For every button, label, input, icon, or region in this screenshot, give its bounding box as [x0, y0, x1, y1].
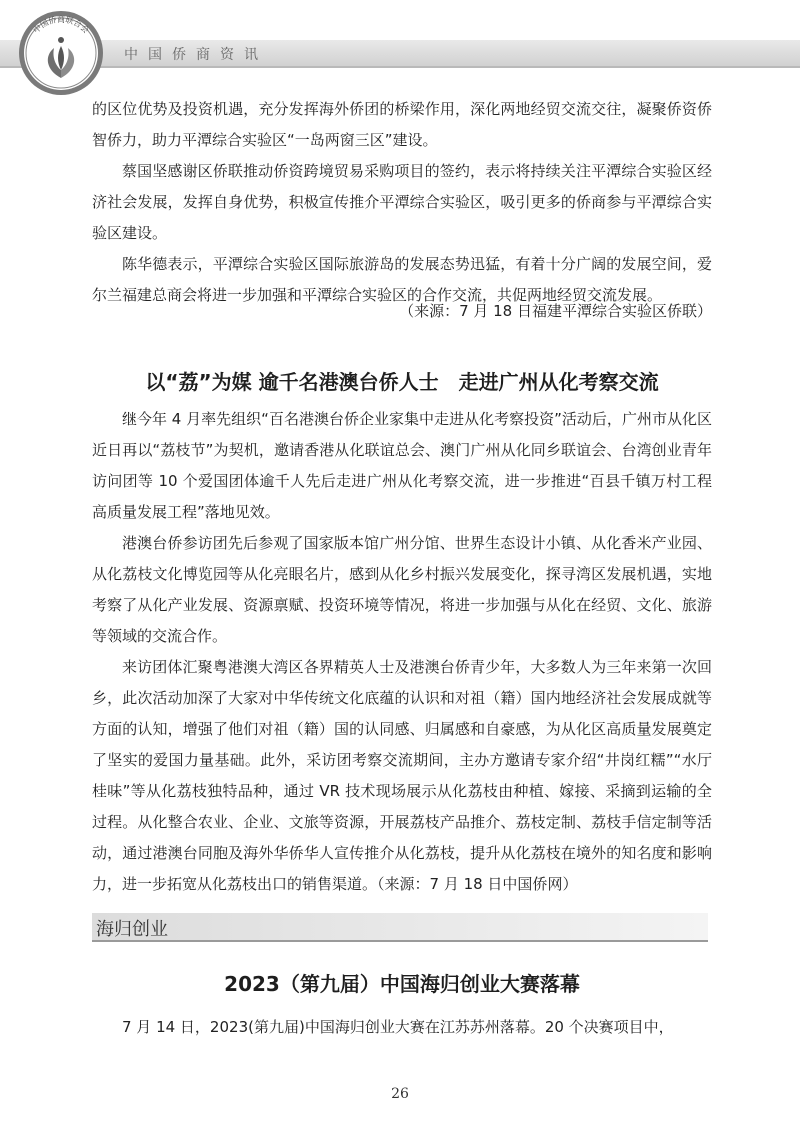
- article3-title: 2023（第九届）中国海归创业大赛落幕: [224, 972, 580, 996]
- article2-paragraph: 港澳台侨参访团先后参观了国家版本馆广州分馆、世界生态设计小镇、从化香米产业园、从化荔枝文化博览园等从化亮眼名片，感到从化乡村振兴发展变化，探寻湾区发展机遇，实地考察了从化产业发展、资源禀赋、投资环境等情况，将进一步加强与从化在经贸、文化、旅游等领域的交流合作。: [92, 534, 712, 645]
- article2-title: 以“荔”为媒 逾千名港澳台侨人士 走进广州从化考察交流: [145, 370, 659, 394]
- section-stripe: [92, 940, 708, 942]
- section-band: [92, 913, 708, 942]
- header-band: [0, 40, 800, 68]
- header-title: 中国侨商资讯: [124, 47, 268, 63]
- header-stripe: [0, 66, 800, 68]
- logo-text: 中国侨商联合会: [31, 14, 91, 36]
- article1-paragraph: 陈华德表示，平潭综合实验区国际旅游岛的发展态势迅猛，有着十分广阔的发展空间，爱尔兰福建总商会将进一步加强和平潭综合实验区的合作交流，共促两地经贸交流发展。: [92, 255, 712, 304]
- page-number: 26: [391, 1086, 409, 1102]
- article2-paragraph: 来访团体汇聚粤港澳大湾区各界精英人士及港澳台侨青少年，大多数人为三年来第一次回乡，此次活动加深了大家对中华传统文化底蕴的认识和对祖（籍）国内地经济社会发展成就等方面的认知，增强了他们对祖（籍）国的认同感、归属感和自豪感，为从化区高质量发展奠定了坚实的爱国力量基础。此外，采访团考察交流期间，主办方邀请专家介绍“井岗红糯”“水厅桂味”等从化荔枝独特品种，通过 VR 技术现场展示从化荔枝由种植、嫁接、采摘到运输的全过程。从化整合农业、企业、文旅等资源，开展荔枝产品推介、荔枝定制、荔枝手信定制等活动，通过港澳台同胞及海外华侨华人宣传推介从化荔枝，提升从化荔枝在境外的知名度和影响力，进一步拓宽从化荔枝出口的销售渠道。（来源：7 月 18 日中国侨网）: [92, 658, 712, 893]
- article1-source: （来源：7 月 18 日福建平潭综合实验区侨联）: [399, 302, 712, 320]
- article1-paragraph: 蔡国坚感谢区侨联推动侨资跨境贸易采购项目的签约，表示将持续关注平潭综合实验区经济社会发展，发挥自身优势，积极宣传推介平潭综合实验区，吸引更多的侨商参与平潭综合实验区建设。: [92, 162, 712, 242]
- article1-paragraph: 的区位优势及投资机遇，充分发挥海外侨团的桥梁作用，深化两地经贸交流交往，凝聚侨资侨智侨力，助力平潭综合实验区“一岛两窗三区”建设。: [92, 100, 712, 149]
- section-label: 海归创业: [96, 919, 168, 940]
- article3-paragraph: 7 月 14 日，2023(第九届)中国海归创业大赛在江苏苏州落幕。20 个决赛项目中，: [122, 1018, 674, 1036]
- article2-paragraph: 继今年 4 月率先组织“百名港澳台侨企业家集中走进从化考察投资”活动后，广州市从化区近日再以“荔枝节”为契机，邀请香港从化联谊总会、澳门广州从化同乡联谊会、台湾创业青年访问团等 10 个爱国团体逾千人先后走进广州从化考察交流，进一步推进“百县千镇万村工程高质量发展工程”落地见效。: [92, 410, 712, 521]
- logo-emblem: [16, 8, 106, 98]
